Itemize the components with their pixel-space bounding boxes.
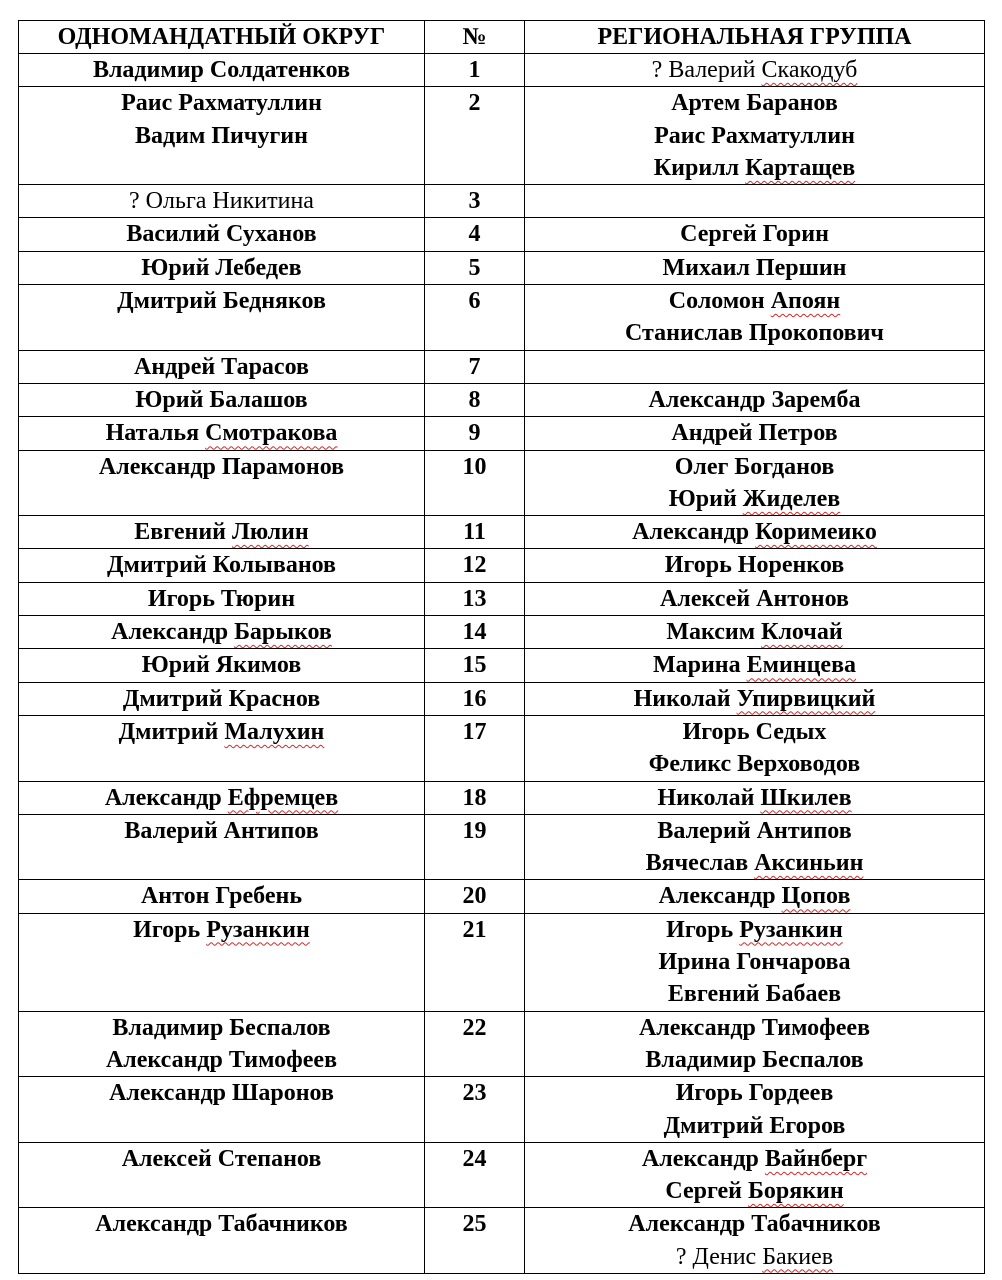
given-name: ? Валерий xyxy=(651,57,762,83)
district-number: 9 xyxy=(425,417,525,450)
district-cell xyxy=(19,582,425,615)
surname-spellcheck-flag: Рузанкин xyxy=(206,916,310,943)
surname-spellcheck-flag: Барыков xyxy=(234,619,332,646)
candidate-name: Дмитрий Колыванов xyxy=(106,552,337,579)
table-row xyxy=(19,450,985,516)
candidate-name: Раис Рахматуллин xyxy=(121,90,322,117)
district-number: 16 xyxy=(425,682,525,715)
given-name: Николай xyxy=(633,685,737,712)
table-row xyxy=(19,251,985,284)
district-number: 4 xyxy=(425,218,525,251)
candidate-name: Дмитрий Краснов xyxy=(122,685,321,712)
district-number: 1 xyxy=(425,54,525,87)
candidate-name: Игорь Седых xyxy=(682,718,827,745)
candidate-name: Александр Шаронов xyxy=(109,1080,334,1107)
surname-spellcheck-flag: Коримеико xyxy=(755,519,877,546)
regional-cell xyxy=(525,54,985,87)
table-row xyxy=(19,1208,985,1274)
candidate-name xyxy=(529,847,980,879)
regional-cell xyxy=(525,185,985,218)
candidate-name: Феликс Верховодов xyxy=(648,751,861,778)
surname-spellcheck-flag: Скакодуб xyxy=(761,57,858,83)
surname-spellcheck-flag: Жиделев xyxy=(742,485,841,512)
regional-cell xyxy=(525,87,985,185)
candidate-name: Юрий Якимов xyxy=(141,652,302,679)
district-cell xyxy=(19,1142,425,1208)
candidate-name: Василий Суханов xyxy=(126,221,317,248)
candidate-name: Артем Баранов xyxy=(671,90,838,117)
candidate-name xyxy=(529,483,980,515)
candidate-name xyxy=(23,914,420,946)
candidate-name xyxy=(529,683,980,715)
regional-cell xyxy=(525,516,985,549)
table-row xyxy=(19,582,985,615)
candidate-name xyxy=(23,716,420,748)
candidate-name xyxy=(529,616,980,648)
district-cell xyxy=(19,185,425,218)
given-name: Наталья xyxy=(105,420,206,447)
district-cell xyxy=(19,251,425,284)
candidate-name: Игорь Гордеев xyxy=(675,1080,834,1107)
table-row xyxy=(19,549,985,582)
table-row xyxy=(19,54,985,87)
given-name: Александр xyxy=(104,784,228,811)
regional-cell xyxy=(525,1077,985,1143)
district-number: 17 xyxy=(425,715,525,781)
district-number: 3 xyxy=(425,185,525,218)
district-cell xyxy=(19,880,425,913)
table-row xyxy=(19,285,985,351)
surname-spellcheck-flag: Аксиньин xyxy=(754,850,864,877)
district-cell xyxy=(19,715,425,781)
regional-cell xyxy=(525,913,985,1011)
candidate-name: Александр Тимофеев xyxy=(105,1046,338,1073)
surname-spellcheck-flag: Малухин xyxy=(224,718,325,745)
candidate-name xyxy=(23,516,420,548)
district-cell xyxy=(19,682,425,715)
surname-spellcheck-flag: Смотракова xyxy=(205,420,338,447)
header-number: № xyxy=(425,21,525,54)
district-cell xyxy=(19,350,425,383)
regional-cell xyxy=(525,715,985,781)
district-number: 12 xyxy=(425,549,525,582)
candidates-table xyxy=(18,20,985,1274)
candidate-name: Дмитрий Егоров xyxy=(663,1112,846,1139)
district-cell xyxy=(19,814,425,880)
district-cell xyxy=(19,383,425,416)
table-row xyxy=(19,516,985,549)
candidate-name xyxy=(529,649,980,681)
table-row xyxy=(19,417,985,450)
given-name: Вячеслав xyxy=(645,850,755,877)
district-number: 10 xyxy=(425,450,525,516)
given-name: Александр xyxy=(632,519,756,546)
district-number: 2 xyxy=(425,87,525,185)
regional-cell xyxy=(525,251,985,284)
district-number: 24 xyxy=(425,1142,525,1208)
candidate-name: Александр Тимофеев xyxy=(638,1014,871,1041)
table-row xyxy=(19,715,985,781)
regional-cell xyxy=(525,218,985,251)
surname-spellcheck-flag: Люлин xyxy=(231,519,309,546)
table-row xyxy=(19,1011,985,1077)
candidate-name: Вадим Пичугин xyxy=(135,122,308,149)
given-name: Соломон xyxy=(668,288,771,315)
candidate-name: Олег Богданов xyxy=(674,453,835,480)
candidate-name xyxy=(23,417,420,449)
regional-cell xyxy=(525,814,985,880)
given-name: Игорь xyxy=(133,916,207,943)
district-number: 25 xyxy=(425,1208,525,1274)
regional-cell xyxy=(525,1208,985,1274)
district-cell xyxy=(19,913,425,1011)
regional-cell xyxy=(525,649,985,682)
candidate-name xyxy=(529,782,980,814)
given-name: Марина xyxy=(652,652,747,679)
district-cell xyxy=(19,54,425,87)
candidate-name: Александр Парамонов xyxy=(98,453,345,480)
given-name: Александр xyxy=(658,883,782,910)
table-row xyxy=(19,616,985,649)
regional-cell xyxy=(525,582,985,615)
regional-cell xyxy=(525,383,985,416)
table-row xyxy=(19,682,985,715)
district-cell xyxy=(19,781,425,814)
table-row xyxy=(19,87,985,185)
surname-spellcheck-flag: Упирвицкий xyxy=(736,685,876,712)
district-cell xyxy=(19,218,425,251)
given-name: Кирилл xyxy=(653,154,746,181)
district-cell xyxy=(19,87,425,185)
candidate-name: Сергей Горин xyxy=(680,221,829,248)
regional-cell xyxy=(525,616,985,649)
candidate-name: Дмитрий Бедняков xyxy=(117,288,326,315)
given-name: ? Денис xyxy=(675,1243,763,1270)
district-number: 23 xyxy=(425,1077,525,1143)
candidate-name: Андрей Тарасов xyxy=(134,353,309,380)
district-number: 15 xyxy=(425,649,525,682)
given-name: Сергей xyxy=(665,1178,748,1205)
district-number: 5 xyxy=(425,251,525,284)
district-number: 7 xyxy=(425,350,525,383)
regional-cell xyxy=(525,350,985,383)
regional-cell xyxy=(525,417,985,450)
regional-cell xyxy=(525,682,985,715)
header-district: ОДНОМАНДАТНЫЙ ОКРУГ xyxy=(19,21,425,54)
table-row xyxy=(19,781,985,814)
given-name: Александр xyxy=(641,1145,765,1172)
candidate-name xyxy=(23,616,420,648)
regional-cell xyxy=(525,1142,985,1208)
regional-cell xyxy=(525,549,985,582)
given-name: Евгений xyxy=(134,519,232,546)
candidate-name: Игорь Тюрин xyxy=(147,585,296,612)
district-cell xyxy=(19,616,425,649)
district-cell xyxy=(19,516,425,549)
header-regional: РЕГИОНАЛЬНАЯ ГРУППА xyxy=(525,21,985,54)
district-number: 6 xyxy=(425,285,525,351)
candidate-name: Антон Гребень xyxy=(140,883,303,910)
candidate-name: Ирина Гончарова xyxy=(658,949,851,976)
surname-spellcheck-flag: Ефремцев xyxy=(227,784,339,811)
district-cell xyxy=(19,450,425,516)
district-cell xyxy=(19,285,425,351)
district-cell xyxy=(19,649,425,682)
table-row xyxy=(19,1142,985,1208)
candidate-name: Юрий Лебедев xyxy=(141,254,302,281)
candidate-name: Андрей Петров xyxy=(671,420,838,447)
candidate-name: ? Ольга Никитина xyxy=(129,188,314,215)
candidate-name: Алексей Степанов xyxy=(121,1145,322,1172)
given-name: Игорь xyxy=(666,916,740,943)
table-body xyxy=(19,54,985,1274)
candidate-name xyxy=(529,54,980,86)
district-number: 19 xyxy=(425,814,525,880)
candidate-name: Евгений Бабаев xyxy=(667,981,842,1008)
table-row xyxy=(19,185,985,218)
district-cell xyxy=(19,1077,425,1143)
candidate-name xyxy=(23,782,420,814)
district-number: 21 xyxy=(425,913,525,1011)
surname-spellcheck-flag: Шкилев xyxy=(760,784,852,811)
district-number: 8 xyxy=(425,383,525,416)
candidate-name: Михаил Першин xyxy=(662,254,847,281)
regional-cell xyxy=(525,1011,985,1077)
candidate-name: Игорь Норенков xyxy=(664,552,845,579)
candidate-name xyxy=(529,516,980,548)
candidate-name: Александр Табачников xyxy=(95,1211,348,1238)
candidate-name xyxy=(529,1241,980,1273)
candidate-name: Раис Рахматуллин xyxy=(654,122,855,149)
surname-spellcheck-flag: Апоян xyxy=(770,288,841,315)
regional-cell xyxy=(525,450,985,516)
regional-cell xyxy=(525,880,985,913)
candidate-name: Алексей Антонов xyxy=(660,585,849,612)
header-row xyxy=(19,21,985,54)
candidate-name xyxy=(529,880,980,912)
surname-spellcheck-flag: Бакиев xyxy=(762,1243,834,1270)
surname-spellcheck-flag: Клочай xyxy=(761,619,843,646)
candidate-name: Александр Заремба xyxy=(648,386,861,413)
table-row xyxy=(19,1077,985,1143)
given-name: Юрий xyxy=(668,485,743,512)
surname-spellcheck-flag: Вайнберг xyxy=(764,1145,868,1172)
district-number: 14 xyxy=(425,616,525,649)
candidate-name: Владимир Солдатенков xyxy=(92,57,351,83)
district-cell xyxy=(19,1011,425,1077)
regional-cell xyxy=(525,781,985,814)
district-number: 22 xyxy=(425,1011,525,1077)
surname-spellcheck-flag: Картащев xyxy=(745,154,856,181)
table-row xyxy=(19,218,985,251)
district-number: 20 xyxy=(425,880,525,913)
candidate-name xyxy=(529,152,980,184)
table-row xyxy=(19,880,985,913)
candidate-name xyxy=(529,285,980,317)
district-number: 11 xyxy=(425,516,525,549)
candidate-name: Владимир Беспалов xyxy=(645,1046,864,1073)
district-cell xyxy=(19,1208,425,1274)
table-row xyxy=(19,383,985,416)
candidate-name xyxy=(529,1143,980,1175)
district-cell xyxy=(19,417,425,450)
given-name: Николай xyxy=(657,784,761,811)
candidate-name: Станислав Прокопович xyxy=(625,320,884,347)
candidate-name: Валерий Антипов xyxy=(124,817,319,844)
candidate-name xyxy=(529,914,980,946)
surname-spellcheck-flag: Борякин xyxy=(748,1178,844,1205)
regional-cell xyxy=(525,285,985,351)
surname-spellcheck-flag: Еминцева xyxy=(746,652,857,679)
candidate-name xyxy=(529,1175,980,1207)
candidate-name: Александр Табачников xyxy=(628,1211,881,1238)
surname-spellcheck-flag: Цопов xyxy=(781,883,851,910)
district-cell xyxy=(19,549,425,582)
district-number: 18 xyxy=(425,781,525,814)
table-row xyxy=(19,814,985,880)
table-row xyxy=(19,913,985,1011)
given-name: Максим xyxy=(666,619,762,646)
candidate-name: Владимир Беспалов xyxy=(112,1014,331,1041)
candidate-name: Валерий Антипов xyxy=(657,817,852,844)
table-row xyxy=(19,649,985,682)
surname-spellcheck-flag: Рузанкин xyxy=(739,916,843,943)
candidate-name: Юрий Балашов xyxy=(135,386,308,413)
district-number: 13 xyxy=(425,582,525,615)
given-name: Дмитрий xyxy=(118,718,225,745)
given-name: Александр xyxy=(111,619,235,646)
table-row xyxy=(19,350,985,383)
